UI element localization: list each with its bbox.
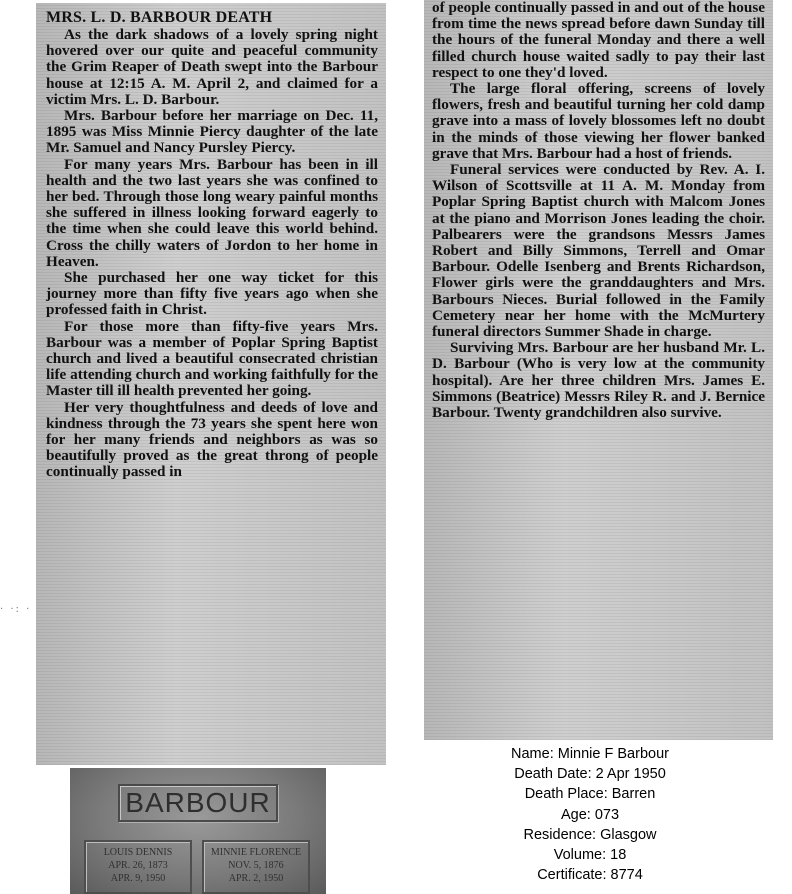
obituary-headline: MRS. L. D. BARBOUR DEATH [46, 9, 273, 26]
obituary-paragraph: of people continually passed in and out of the house from time the news spread before dawn Sunday till the hours of the funeral Monday and there a well filled church house waited sadly to pay their last respect to one they'd loved. [432, 0, 765, 81]
record-name: Name: Minnie F Barbour [511, 746, 669, 762]
record-volume: Volume: 18 [553, 847, 627, 864]
obituary-paragraph: She purchased her one way ticket for this journey more than fifty five years ago when she professed faith in Christ. [46, 269, 378, 319]
record-age: Age: 073 [560, 806, 620, 823]
obituary-paragraph: For many years Mrs. Barbour has been in ill health and the two last years she was confined to her bed. Through those long weary painful months she suffered in illness looking forward eagerly to the time when she could leave this world behind. Cross the chilly waters of Jordon to her home in Heaven. [46, 155, 378, 270]
headstone-panel-line: MINNIE FLORENCE [210, 847, 302, 858]
record-death-date: Death Date: 2 Apr 1950 [514, 766, 666, 783]
obituary-left-column [36, 3, 386, 765]
headstone-panel-minnie [202, 840, 310, 894]
headstone-surname: BARBOUR [118, 784, 278, 822]
obituary-paragraph: For those more than fifty-five years Mrs. Barbour was a member of Poplar Spring Baptist church and lived a beautiful consecrated christian life attending church and working faithfully for the Master till ill health prevented her going. [46, 317, 378, 400]
record-death-place: Death Place: Barren [524, 786, 656, 803]
obituary-paragraph: Funeral services were conducted by Rev. A. I. Wilson of Scottsville at 11 A. M. Monday from Poplar Spring Baptist church with Malcom Jones at the piano and Morrison Jones leading the choir. Palbearers were the grandsons Messrs James Robert and Billy Simmons, Terrell and Omar Barbour. Odelle Isenberg and Brents Richardson, Flower girls were the granddaughters and Mrs. Barbours Nieces. Burial followed in the Family Cemetery near her home with the McMurtery funeral directors Summer Shade in charge. [432, 161, 765, 341]
headstone-panel-line: NOV. 5, 1876 [228, 860, 284, 871]
headstone-panel-louis [84, 840, 192, 894]
obituary-right-column [424, 0, 773, 740]
headstone-panel-line: APR. 9, 1950 [110, 873, 166, 884]
obituary-paragraph: As the dark shadows of a lovely spring night hovered over our quite and peaceful community the Grim Reaper of Death swept into the Barbour house at 12:15 A. M. April 2, and claimed for a victim Mrs. L. D. Barbour. [46, 26, 378, 108]
obituary-paragraph: Mrs. Barbour before her marriage on Dec. 11, 1895 was Miss Minnie Piercy daughter of the late Mr. Samuel and Nancy Pursley Piercy. [46, 107, 378, 157]
record-certificate: Certificate: 8774 [537, 867, 643, 884]
headstone-panel-line: APR. 26, 1873 [108, 860, 168, 871]
record-residence: Residence: Glasgow [523, 826, 657, 843]
obituary-paragraph: Surviving Mrs. Barbour are her husband Mr. L. D. Barbour (Who is very low at the community hospital). Are her three children Mrs. James E. Simmons (Beatrice) Messrs Riley R. and J. Bernice Barbour. Twenty grandchildren also survive. [432, 339, 765, 422]
obituary-paragraph: The large floral offering, screens of lovely flowers, fresh and beautiful turning her cold damp grave into a mass of lovely blossomes left no doubt in the minds of those viewing her flower banked grave that Mrs. Barbour had a host of friends. [432, 80, 765, 162]
headstone-panel-line: LOUIS DENNIS [103, 847, 173, 858]
headstone-panel-line: APR. 2, 1950 [228, 873, 284, 884]
obituary-paragraph: Her very thoughtfulness and deeds of love and kindness through the 73 years she spent here won for her many friends and neighbors as was so beautifully proved as the great throng of people continually passed in [46, 398, 378, 481]
headstone-photo [70, 768, 326, 894]
death-record [470, 744, 710, 885]
scan-speckles: · ·: · [0, 604, 32, 615]
